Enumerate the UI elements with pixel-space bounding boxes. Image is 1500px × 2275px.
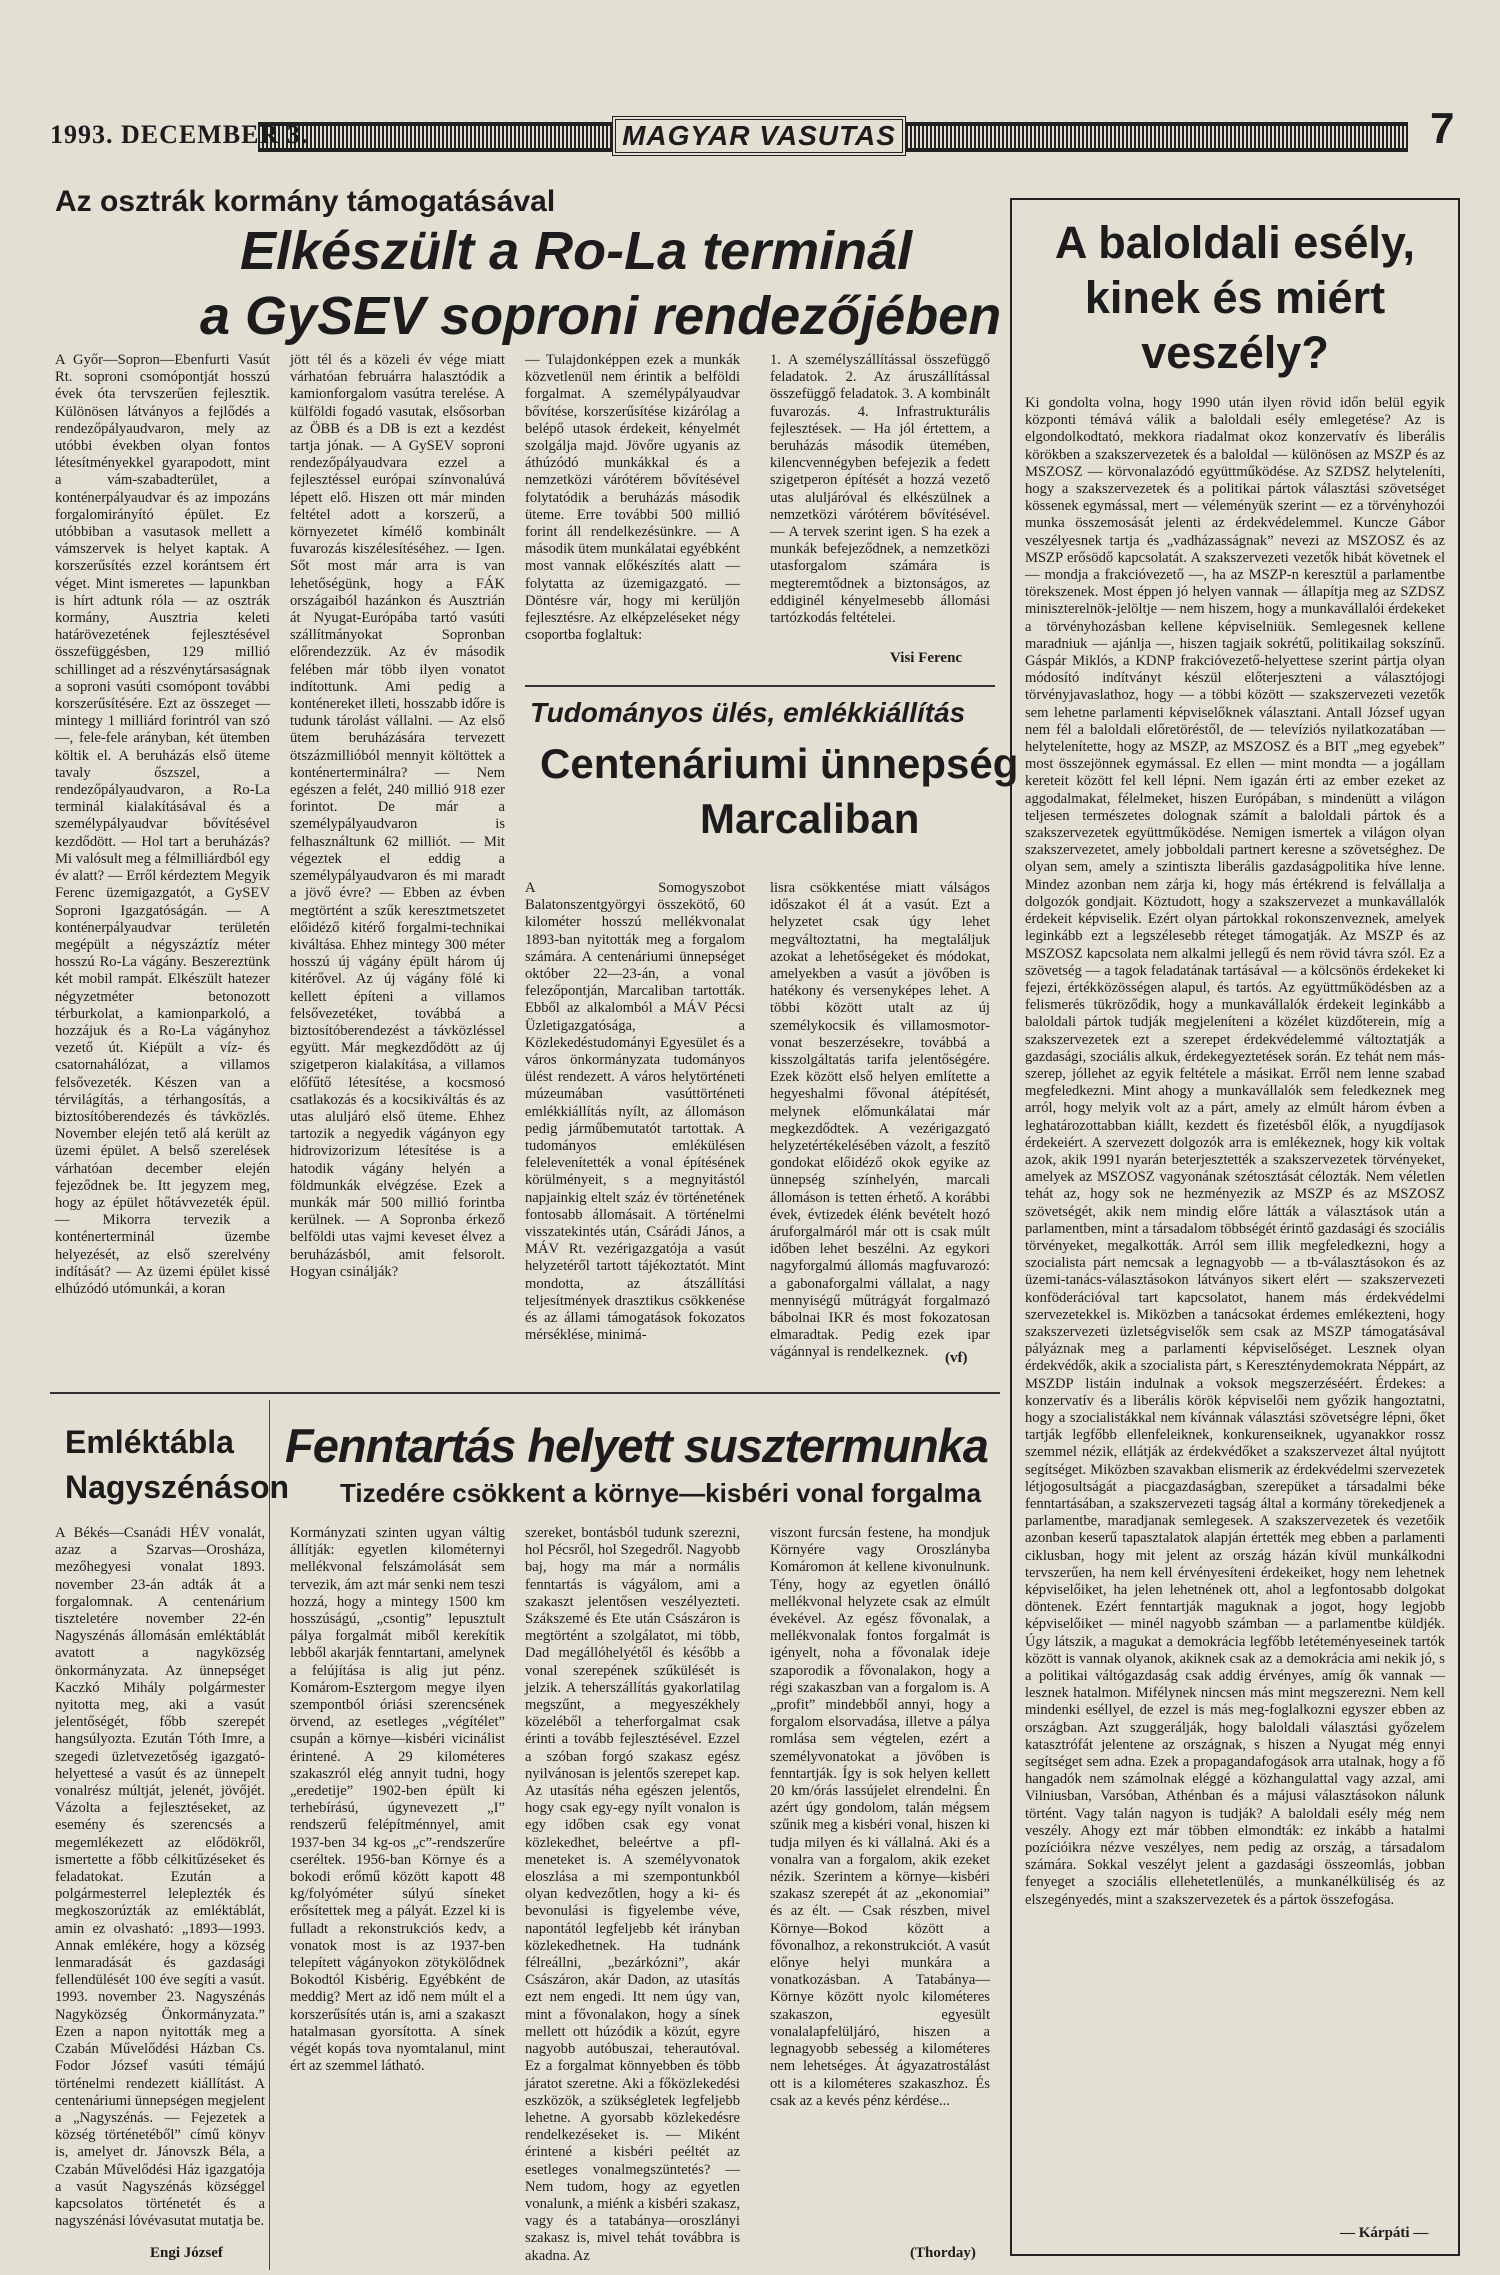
section-divider <box>50 1392 1000 1394</box>
article1-column-3: — Tulajdonképpen ezek a munkák közvetlenül nem érintik a belföldi forgalmat. A személypályaudvar bővítése, korszerűsítése kizárólag a belépő utasok érdekeit, kényelmét szolgálja majd. Jövőre ugyanis az áthúzódó munkákkal és a nemzetközi várótérem bővítésével folytatódik a beruházás második üteme. Erre további 500 millió forint áll rendelkezésünkre. — A második ütem munkálatai egyébként most vannak előkészítés alatt — folytatta az üzemigazgató. — Döntésre vár, hogy mi kerüljön fejlesztésre. Az elképzeléseket négy csoportba foglaltuk: <box>525 352 740 644</box>
article2-title-line2: Marcaliban <box>700 795 920 842</box>
article1-kicker: Az osztrák kormány támogatásával <box>55 185 556 218</box>
article1-title-line2: a GySEV soproni rendezőjében <box>200 286 1002 346</box>
article4-signature: (Thorday) <box>910 2245 976 2261</box>
article3-signature: Engi József <box>150 2245 223 2261</box>
article3-body: A Békés—Csanádi HÉV vonalát, azaz a Szarvas—Orosháza, mezőhegyesi vonalat 1893. november 23-án adták át a forgalomnak. A centenárium tiszteletére november 22-én Nagyszénás állomásán emléktáblát avatott a nagyközség önkormányzata. Az ünnepséget Kaczkó Mihály polgármester nyitotta meg, aki a vasút jelentőségét, főbb szerepét hangsúlyozta. Ezután Tóth Imre, a szegedi üzletvezetőség igazgató-helyettesé a vasút és az ünnepelt vonalrész múltját, jelenét, jövőjét. Vázolta a fejlesztéseket, az esemény és szerencsés a megemlékezett az elődökről, ismertette a főbb célkitűzéseket és feladatokat. Ezután a polgármesterrel leleplezték és megkoszorúzták az emléktáblát, amin ez olvasható: „1893—1993. Annak emlékére, hogy a község lenmaradását és gazdasági fellendülését 100 éve segíti a vasút. 1993. november 23. Nagyszénás Nagyközség Önkormányzata.” Ezen a napon nyitották meg a Czabán Művelődési Házban Cs. Fodor József vasúti témájú történelmi rendezett kiállítást. A centenáriumi ünnepségen megjelent a „Nagyszénás. — Fejezetek a község történetéből” című könyv is, amelyet dr. Jánovszk Béla, a Czabán Művelődési Ház igazgatója a vasút Nagyszénás községgel kapcsolatos történetét és a nagyszénási lóvévasutat mutatja be. <box>55 1525 265 2230</box>
article2-column-2: lisra csökkentése miatt válságos időszakot él át a vasút. Ezt a helyzetet csak úgy lehet megváltoztatni, ha megtaláljuk azokat a lehetőségeket és módokat, amelyekben a vasút a jövőben is hatékony és versenyképes lehet. A többi között utalt az új személykocsik és villamosmotor-vonat beszerzésekre, továbbá a kisszolgáltatás tarifa jelentőségére. Ezek között első helyen említette a hegyeshalmi fővonal átépítését, melynek előmunkálatai már megkezdődtek. A vezérigazgató helyzetértékelésében vázolt, a feszítő gondokat előidéző okok egyike az ünnepség színhelyén, marcali állomáson is tetten érhető. A korábbi évek, évtizedek élénk bevételt hozó áruforgalmáról már ott is csak múlt időben lehet beszélni. Az egykori nagyforgalmú állomás magfuvarozó: a gabonaforgalmi vállalat, a nagy mennyiségű műtrágyát forgalmazó bábolnai IKR és most fokozatosan elmaradtak. Pedig ezek ipar vágánnyal is rendelkeznek. <box>770 880 990 1361</box>
article5-signature: — Kárpáti — <box>1340 2225 1429 2241</box>
article4-column-3: viszont furcsán festene, ha mondjuk Környére vagy Oroszlányba Komáromon át kellene kivonulnunk. Tény, hogy az egyetlen önálló mellékvonal helyzete csak az elmúlt évekével. Az egész fővonalak, a mellékvonalak fontos forgalmát is igényelt, noha a fővonalak ideje szaporodik a fővonalakon, hogy a régi szakaszban van a forgalom is. A „profit” mindebből annyi, hogy a forgalom elsorvadása, illetve a pálya romlása sem végtelen, ezért a személyvonatokat a jövőben is fenntartják. Így is sok helyen kellett 20 km/órás lassújelet elrendelni. Én azért úgy gondolom, talán mégsem szűnik meg a kisbéri vonal, hiszen ki tudja milyen és ki vállalná. Aki és a vonalra van a forgalom, akik ezeket nézik. Szerintem a környe—kisbéri szakasz szerepét át az „ekonomiai” és az élt. — Csak részben, mivel Környe—Bokod között a fővonalhoz, a rekonstrukciót. A vasút előnye helyi munkára a vonatkozásban. A Tatabánya—Környe között nyolc kilométeres szakaszon, egyesült vonalalapfelüljáró, hiszen a legnagyobb sebesség a kilométeres nem lehetséges. Át ágyazatrostálást ott is a kilométeres szakaszhoz. És csak az a kevés pénz kérdése... <box>770 1525 990 2109</box>
article5-title: A baloldali esély, kinek és miért veszély? <box>1054 217 1416 378</box>
article2-column-1: A Somogyszobot Balatonszentgyörgyi összekötő, 60 kilométer hosszú mellékvonalat 1893-ban nyitották meg a forgalom számára. A centenáriumi ünnepséget október 22—23-án, a vonal felezőpontján, Marcaliban tartották. Ebből az alkalomból a MÁV Pécsi Üzletigazgatósága, a Közlekedéstudományi Egyesület és a város önkormányzata tudományos ülést rendezett. A város helytörténeti múzeumában vasúttörténeti emlékkiállítás nyílt, az állomáson pedig járműbemutatót tartottak. A tudományos emlékülésen felelevenítették a vonal építésének körülményeit, s a megnyitástól napjainkig eltelt száz év történetének fontosabb állomásait. A történelmi visszatekintés után, Csárádi János, a MÁV Rt. vezérigazgatója a vasút helyzetéről tartott tájékoztatót. Mint mondotta, az átszállítási teljesítmények drasztikus csökkenése és az állami támogatások fokozatos mérséklése, minimá- <box>525 880 745 1344</box>
article1-signature: Visi Ferenc <box>890 650 963 666</box>
article1-column-2: jött tél és a közeli év vége miatt várhatóan februárra halasztódik a kamionforgalom vasútra terelése. A külföldi fogadó vasutak, elsősorban az ÖBB és a DB is ezt a kezdést tartja jónak. — A GySEV soproni rendezőpályaudvara ezzel a fejlesztéssel európai színvonalúvá lépett elő. Hiszen ott már minden feltétel adott a korszerű, a környezetet kímélő kombinált fuvarozás kiszélesítéséhez. — Igen. Sőt most már arra is van lehetőségünk, hogy a FÁK országaiból hazánkon és Ausztrián át Nyugat-Európába tartó vasúti szállítmányokat Sopronban előrendezzük. Az év második felében már több ilyen vonatot indítottunk. Ami pedig a konténereket illeti, hosszabb időre is tudunk tárolást vállalni. — Az első ütem beruházására tervezett ötszázmillióból mennyit költöttek a konténerterminálra? — Nem egészen a felét, 240 millió 918 ezer forintot. De már a személypályaudvaron is felhasználtunk 62 milliót. — Mit végeztek el eddig a személypályaudvaron és mi maradt a jövő évre? — Ebben az évben megtörtént a szűk keresztmetszetet előidéző kitérő forgalmi-technikai kiváltása. Ehhez mintegy 300 méter hosszú új vágány épült három új kitérővel. Az új vágány fölé ki kellett építeni a villamos felsővezetéket, továbbá a biztosítóberendezést a távközléssel együtt. Már megkezdődött az új szigetperon kialakítása, a villamos előfűtő létesítése, a kocsmosó csatlakozás és a kocsikiváltás és az utas aluljáró első üteme. Ehhez tartozik a negyedik vágányon egy hidrovizorizum létesítése is a hatodik vágány helyén a földmunkák elvégzése. Ezek a munkák már 500 millió forintba kerülnek. — A Sopronba érkező belföldi utas vajmi keveset élvez a beruházásból, amit felsorolt. Hogyan csinálják? <box>290 352 505 1280</box>
article4-title: Fenntartás helyett susztermunka <box>285 1419 988 1472</box>
page-number: 7 <box>1430 104 1455 153</box>
article1-column-1: A Győr—Sopron—Ebenfurti Vasút Rt. soproni csomópontját hosszú évek óta tervszerűen fejlesztik. Különösen látványos a fejlődés a rendezőpályaudvaron, mely az utóbbi években olyan fontos létesítményekkel gyarapodott, mint a vám-szabadterület, a konténerpályaudvar és az impozáns forgalomirányító épület. Ez utóbbiban a vasutasok mellett a vámszervek is helyet kaptak. A korszerűsítés ezzel korántsem ért véget. Mint ismeretes — lapunkban is hírt adtunk róla — az osztrák kormány, Ausztria keleti határövezetének fejlesztésével összefüggésben, 129 millió schillinget ad a részvénytársaságnak a soproni vasúti csomópont további korszerűsítésére. Ezt az összeget — mintegy 1 milliárd forintról van szó —, fele-fele arányban, két ütemben költik el. A beruházás első üteme tavaly őszszel, a rendezőpályaudvaron, a Ro-La terminál kialakításával és a személypályaudvar bővítésével kezdődött. — Hol tart a beruházás? Mi valósult meg a félmilliárdból egy év alatt? — Erről kérdeztem Megyik Ferenc üzemigazgatót, a GySEV Soproni Igazgatóságán. — A konténerpályaudvar területén megépült a négyszáztíz méter hosszú Ro-La vágány. Beszereztünk két mobil rampát. Elkészült hatezer négyzetméter betonozott térburkolat, a kamionparkoló, a hozzájuk és a Ro-La vágányhoz vezető út. Kiépült a víz- és csatornahálózat, a villamos felsővezeték. Készen van a térvilágítás, a térhangosítás, a biztosítóberendezés és távközlés. November elején tető alá került az üzemi épület. A belső szerelések várhatóan december elején fejeződnek be. Itt jegyzem meg, hogy az épület hőtávvezeték épül. — Mikorra tervezik a konténerterminál üzembe helyezését, az első szerelvény indítását? — Az üzemi épület kissé elhúzódó utómunkái, a koran <box>55 352 270 1297</box>
article5-body: Ki gondolta volna, hogy 1990 után ilyen rövid időn belül egyik központi témává válik a baloldali esély emlegetése? Az is elgondolkodtató, mekkora riadalmat okoz konzervatív és liberális körökben a szakszervezetek és a baloldal — különösen az MSZP és az MSZOSZ — körvonalazódó együttműködése. Az SZDSZ helyteleníti, hogy a szakszervezetek és a politikai pártok választási szövetséget kössenek egymással, mert — véleményük szerint — ez a törvényhozói munka összemosását jelenti az érdekvédelemmel. Kuncze Gábor veszélyesnek tartja és „vadházasságnak” nevezi az MSZOSZ és az MSZP erősödő kapcsolatát. A szakszervezeti vezetők hibát követnek el — mondja a frakcióvezető —, ha az MSZP-n keresztül a parlamentbe törekszenek. Most éppen jó helyen vannak — állapítja meg az SZDSZ miniszterelnök-jelöltje — nem hiszem, hogy a munkavállalói érdekeket a törvényhozásban kellene képviselniük. Semlegesnek kellene maradniuk — ajánlja —, hiszen tagjaik sokrétű, politikailag sokszínű. Gáspár Miklós, a KDNP frakcióvezető-helyettese szerint pártja olyan módosító indítványt készül előterjeszteni a választójogi törvényjavaslathoz, hogy — a többi között — szakszervezeti vezetők sem lehetne parlamenti képviselőknek választani. Antall József ugyan nem fél a baloldali előretöréstől, de — televíziós nyilatkozatában — helytelenítette, hogy az MSZP, az MSZOSZ és a BIT „meg egyebek” most összejönnek egymással. Ez ellen — mint mondta — a jogállam kereteit között fel kell lépni. Nem igazán érti az ember ezeket az aggodalmakat, félelmeket, hiszen Európában, s mindenütt a világon teljesen természetes dolognak számít a baloldali pártok és a szakszervezetek együttműködése. Nemigen ismertek a világon olyan szakszervezetet, amely jobboldali partnert keresne a szövetséghez. De olyan sem, amely a szintiszta liberális gazdaságpolitika híve lenne. Mindez azonban nem zárja ki, hogy más értékrend is felvállalja a dolgozók gondjait. Köztudott, hogy a szakszervezet a munkavállalók érdekeit képviselik. Ezért olyan pártokkal rokonszenveznek, amelyek leginkább ezt a legszélesebb réteget támogatják. Az MSZP és az MSZOSZ kapcsolata nem alkalmi jellegű és nem rövid távra szól. Ez a szövetség — a tagok feladatának tartásával — a kölcsönös érdekeket ki fejezi, értékközösségen alapul, és tartós. Az együttműködésben az a felismerés tükröződik, hogy a munkavállalók érdekeit leginkább a baloldali pártok tudják megjeleníteni a közélet küzdőterein, míg a szakszervezetek ezt a szerepet érdekvédelemmé változtatják a gazdasági, szociális alkuk, érdekegyeztetések során. Ez tehát nem más-szerep, jóllehet az egyik feltétele a másikat. Erről nem lenne szabad megfeledkezni. Mint ahogy a munkavállalók sem feledkeznek meg arról, hogy melyik volt az a párt, amely az elmúlt három évben a leghatározottabban kiállt, kezdett és fizetésből élők, a nyugdíjasok érdekeiért. A szervezett dolgozók arra is emlékeznek, hogy kik voltak azok, akik 1991 nyarán beterjesztették a szakszervezetek törvényeket, amelyek az MSZOSZ vagyonának szétosztását célozták. Nem véletlen tehát az, hogy sok ne hezményezik az MSZP és az MSZOSZ szövetségét, akik nem mindig előre látták a választások után a parlamentben, mint a társadalom többségét érintő gazdasági és szociális törvényeket, megalkották. Arról sem illik megfeledkezni, hogy a szocialista párt nemcsak a legnagyobb — a tb-választásokon és az üzemi-tanács-választásokon látványos sikert elért — szakszervezeti konföderációval tart kapcsolatot, hanem más érdekvédelmi szervezetekkel is. Miközben a tanácsokat érdemes emlékezteni, hogy szakszervezeti üzletségviselők sem csak az MSZP támogatásával pályáznak meg a parlamenti képviselőséget. Lesznek olyan érdekvédők, akik a szocialista párt, s Kereszténydemokrata Néppárt, az MSZDP listáin indulnak a voksok megszerzéséért. Érdekes: a konzervatív és a liberális körök képviselői nem győzik hangoztatni, hogy a szocialistákkal nem kívánnak választási szövetségre lépni, őket tartják legfőbb ellenfeleiknek, konkurenseiknek, ugyanakkor rossz szemmel nézik, ellátják az érdekvédőket a szakszervezet által nyújtott segítséget. Miközben szavakban elismerik az érdekvédelmi szervezetek létjogosultságát a piacgazdaságban, szerepüket a társadalmi béke fenntartásában, a szakszervezeti tagság által a kormány törekedjenek a parlamentbe, maradjanak semlegesek. A szakszervezetek és vezetőik azonban keserű tapasztalatok alapján értették meg ebben a parlamenti ciklusban, hogy mit jelent az ország házán kívül munkálkodni tervszerűen, ha nem kell érvényesíteni érdekeiket, hogy nem lehetnek képviselőiket, ha jelen lehetnének ott, ahol a legfontosabb dolgokat döntenek. Ezért fenntartják maguknak a jogot, hogy legjobb képviselőiket — minél nagyobb számban — a parlamentbe küldjék. Úgy látszik, a magukat a demokrácia legfőbb letéteményeseinek tartók között is vannak olyanok, akiknek csak az a demokrácia ami nekik jó, s a politikai váltógazdaság csak addig érvényes, amíg ők vannak — lesznek hatalmon. Mifélynek nincsen más mint megszerezni. Nem kell mindenki eséllyel, de ezzel is más meg-foglalkozni egyszer ebben az országban. Azt szuggerálják, hogy baloldali választási győzelem katasztrófát jelentene az országnak, s hiszen a Nyugat még ennyi segítséget sem adna. Ezek a propagandafogások arra utalnak, hogy a fő hangadók nem számolnak eléggé a közhangulattal vagy azzal, ami Vilniusban, Varsóban, Athénban és a májusi választásokon nálunk történt. Vagy talán nagyon is tudják? A baloldali esély még nem veszély. Ahogy ezt már többen elmondták: ez inkább a hatalmi pozícióikra nézve veszélyes, nem pedig az ország, a társadalom számára. Sokkal veszélyt jelent a gazdasági összeomlás, jobban fenyeget a szociális ellehetetlenülés, a munkanélküliség és az elszegényedés, mint a szakszervezetek és a pártok összefogása. <box>1025 395 1445 1908</box>
divider <box>525 685 995 687</box>
article1-title-line1: Elkészült a Ro-La terminál <box>240 221 913 281</box>
newspaper-masthead: MAGYAR VASUTAS <box>612 116 906 156</box>
article1-column-4: 1. A személyszállítással összefüggő feladatok. 2. Az áruszállítással összefüggő feladatok. 3. A kombinált fuvarozás. 4. Infrastrukturális fejlesztések. — Ha jól értettem, a beruházás második ütemében, kilencvennégyben befejezik a fedett szigetperon építését a hozzá vezető utas aluljáróval és elkészülnek a nemzetközi várótérem bővítésével. — A tervek szerint igen. S ha ezek a munkák befejeződnek, a nemzetközi utasforgalom számára is megteremtődnek a biztonságos, az eddiginél kényelmesebb állomási tartózkodás feltételei. <box>770 352 990 627</box>
article4-column-1: Kormányzati szinten ugyan váltig állítják: egyetlen kilométernyi mellékvonal felszámolását sem tervezik, ám azt már senki nem teszi hozzá, hogy a mintegy 1500 km hosszúságú, „csontig” lepusztult pálya forgalmát miből kerekítik lebből akarják fenntartani, amelynek a felújítása is alig jut pénz. Komárom-Esztergom megye ilyen szempontból óriási szerencsének örvend, az esetleges „végítélet” csupán a környe—kisbéri vicinálist érintené. A 29 kilométeres szakaszról elég annyit tudni, hogy „eredetije” 1902-ben épült ki terhebírású, úgynevezett „I” rendszerű felépítménnyel, amit 1937-ben 34 kg-os „c”-rendszerűre cseréltek. 1956-ban Környe és a bokodi erőmű között kapott 48 kg/folyóméter súlyú síneket erősítettek meg a pályát. Ezzel ki is fulladt a rekonstrukciós kedv, a vonatok most is az 1937-ben telepített vágányokon zötykölődnek Bokodtól Kisbérig. Egyébként de meddig? Mert az idő nem múlt el a korszerűsítés után is, ami a szakaszt hatalmasan gyorsította. A sínek végét kopás tova nyomtalanul, mint ért az szemmel látható. <box>290 1525 505 2075</box>
article2-signature: (vf) <box>945 1350 968 1366</box>
article4-subtitle: Tizedére csökkent a környe—kisbéri vonal forgalma <box>340 1478 982 1508</box>
issue-date: 1993. DECEMBER 3. <box>50 120 309 149</box>
article4-column-2: szereket, bontásból tudunk szerezni, hol Pécsről, hol Szegedről. Nagyobb baj, hogy ma már a normális fenntartás is vágyálom, ami a szakaszt jelentősen veszélyezteti. Szákszemé és Ete után Császáron is megtörtént a szolgálatot, mi több, Dad megállóhelyétől és később a vonal szerepének szűkülését is jelzik. A teherszállítás gyakorlatilag megszűnt, a megyeszékhely közeléből a teherforgalmat csak érinti a tovább fejlesztésével. Ezzel a szóban forgó szakasz egész nyilvánosan is jelentős szerepet kap. Az utasítás néha egészen jelentős, hogy csak egy-egy nyílt vonalon is egy időben csak egy vonat közlekedhet, beleértve a pfl-meneteket is. A személyvonatok eloszlása a mi szempontunkból olyan kedvezőtlen, hogy a ki- és bevonulási is figyelembe véve, napontától legfeljebb két irányban közlekedhetnek. Ha tudnánk félreállni, „bezárkózni”, akár Császáron, akár Dadon, az utasítás ezt nem engedi. Itt nem úgy van, mint a fővonalakon, hogy a sínek mellett ott húzódik a közút, egyre nagyobb autóbuszai, teherautóval. Ez a forgalmat könnyebben és több járatot szeretne. Aki a főközlekedési eszközök, a szükségletek legfeljebb lehetne. A gyorsabb közlekedésre rendelkezéseket is. — Miként érintené a kisbéri peéltét az esetleges vonalmegszüntetés? — Nem tudom, hogy az egyetlen vonalunk, a miénk a kisbéri szakasz, vagy és a tatabánya—oroszlányi szakasz is, mivel tehát továbbra is akadna. Az <box>525 1525 740 2264</box>
article3-title: Emléktábla Nagyszénáson <box>65 1424 290 1505</box>
article2-title-line1: Centenáriumi ünnepség <box>540 740 1019 787</box>
article2-kicker: Tudományos ülés, emlékkiállítás <box>530 697 966 728</box>
